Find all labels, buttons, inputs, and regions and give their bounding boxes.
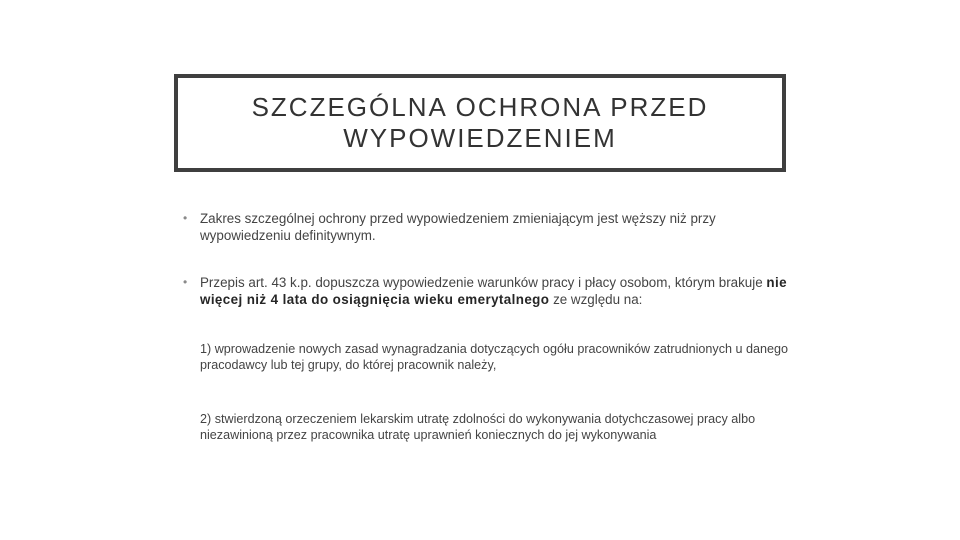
- bullet-dot-icon: •: [183, 211, 188, 225]
- title-box: [174, 74, 786, 172]
- slide-content: [183, 210, 793, 443]
- bullet-item: [183, 274, 793, 308]
- bullet-text-bold: nie więcej niż 4 lata do osiągnięcia wieku emerytalnego: [200, 275, 787, 307]
- sub-item: 2) stwierdzoną orzeczeniem lekarskim utratę zdolności do wykonywania dotychczasowej pracy albo niezawinioną przez pracownika utratę uprawnień koniecznych do jej wykonywania: [200, 412, 756, 442]
- slide-title: SZCZEGÓLNA OCHRONA PRZED WYPOWIEDZENIEM: [251, 92, 709, 153]
- bullet-text: Zakres szczególnej ochrony przed wypowiedzeniem zmieniającym jest węższy niż przy wypowiedzeniu definitywnym.: [200, 211, 716, 243]
- bullet-text-after: ze względu na:: [549, 292, 643, 307]
- sub-item: 1) wprowadzenie nowych zasad wynagradzania dotyczących ogółu pracowników zatrudnionych u danego pracodawcy lub tej grupy, do której pracownik należy,: [200, 342, 789, 372]
- bullet-item: [183, 210, 793, 244]
- bullet-dot-icon: •: [183, 275, 188, 289]
- bullet-text-before: Przepis art. 43 k.p. dopuszcza wypowiedzenie warunków pracy i płacy osobom, którym brakuje: [200, 275, 767, 290]
